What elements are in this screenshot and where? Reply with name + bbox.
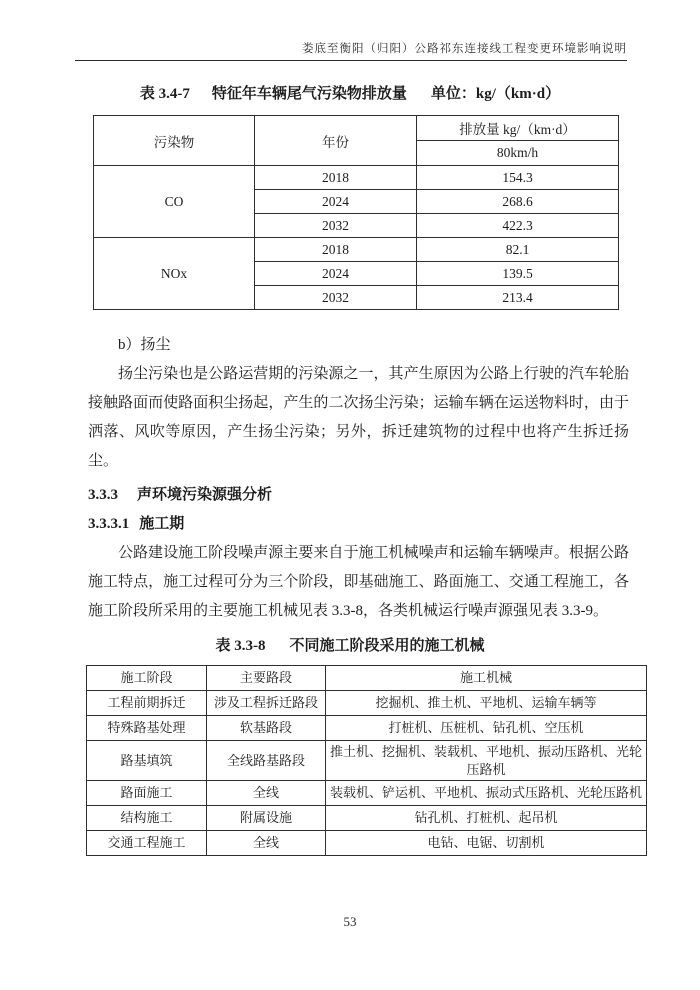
segment-header-cell: 主要路段: [207, 666, 326, 691]
page-header-title: 娄底至衡阳（归阳）公路祁东连接线工程变更环境影响说明: [302, 43, 627, 55]
machinery-table-title: [0, 636, 700, 656]
stage-header-cell: 施工阶段: [87, 666, 207, 691]
emissions-table-title: [0, 84, 700, 104]
segment-cell: 软基路段: [207, 716, 326, 741]
machinery-table-caption: 不同施工阶段采用的施工机械: [289, 638, 485, 654]
value-cell: 422.3: [417, 214, 619, 238]
year-cell: 2018: [255, 238, 417, 262]
machinery-cell: 推土机、挖掘机、装载机、平地机、振动压路机、光轮压路机: [326, 741, 647, 781]
machinery-cell: 电钻、电锯、切割机: [326, 831, 647, 856]
value-cell: 139.5: [417, 262, 619, 286]
emission-rate-header-cell: 排放量 kg/（km·d）: [417, 116, 619, 141]
pollutant-header-cell: 污染物: [94, 116, 255, 166]
value-cell: 213.4: [417, 286, 619, 310]
stage-cell: 结构施工: [87, 806, 207, 831]
section-333-title: 声环境污染源强分析: [137, 487, 273, 503]
machinery-cell: 挖掘机、推土机、平地机、运输车辆等: [326, 691, 647, 716]
section-3331-title: 施工期: [139, 516, 185, 532]
stage-cell: 特殊路基处理: [87, 716, 207, 741]
section-3331-heading: [88, 510, 629, 539]
year-header-cell: 年份: [255, 116, 417, 166]
table-row: [87, 806, 647, 831]
machinery-cell: 装载机、铲运机、平地机、振动式压路机、光轮压路机: [326, 781, 647, 806]
table-row: [87, 781, 647, 806]
stage-cell: 工程前期拆迁: [87, 691, 207, 716]
stage-cell: 交通工程施工: [87, 831, 207, 856]
dust-paragraph: 扬尘污染也是公路运营期的污染源之一，其产生原因为公路上行驶的汽车轮胎接触路面而使路面积尘扬起，产生的二次扬尘污染；运输车辆在运送物料时，由于洒落、风吹等原因，产生扬尘污染；另外，拆迁建筑物的过程中也将产生拆迁扬尘。: [88, 366, 629, 469]
year-cell: 2024: [255, 262, 417, 286]
table-row: [87, 831, 647, 856]
stage-cell: 路面施工: [87, 781, 207, 806]
segment-cell: 全线路基路段: [207, 741, 326, 781]
section-b-heading: b）扬尘: [118, 337, 171, 353]
table-row: [94, 116, 619, 141]
machinery-cell: 打桩机、压桩机、钻孔机、空压机: [326, 716, 647, 741]
segment-cell: 附属设施: [207, 806, 326, 831]
stage-cell: 路基填筑: [87, 741, 207, 781]
section-333-heading: [88, 481, 629, 510]
emissions-table-unit: 单位：kg/（km·d）: [430, 86, 561, 102]
emissions-table: [93, 115, 619, 310]
table-header-row: [87, 666, 647, 691]
year-cell: 2032: [255, 286, 417, 310]
emissions-table-caption: 特征年车辆尾气污染物排放量: [211, 86, 407, 102]
year-cell: 2032: [255, 214, 417, 238]
segment-cell: 全线: [207, 831, 326, 856]
table-row: [87, 716, 647, 741]
segment-cell: 涉及工程拆迁路段: [207, 691, 326, 716]
emissions-table-label: 表 3.4-7: [139, 86, 190, 102]
construction-machinery-table: [86, 665, 647, 856]
table-row: [87, 691, 647, 716]
machinery-header-cell: 施工机械: [326, 666, 647, 691]
pollutant-cell-co: CO: [94, 166, 255, 238]
table-row: [87, 741, 647, 781]
year-cell: 2024: [255, 190, 417, 214]
machinery-cell: 钻孔机、打桩机、起吊机: [326, 806, 647, 831]
segment-cell: 全线: [207, 781, 326, 806]
table-row: [94, 238, 619, 262]
value-cell: 268.6: [417, 190, 619, 214]
header-divider: [75, 60, 627, 61]
pollutant-cell-nox: NOx: [94, 238, 255, 310]
speed-header-cell: 80km/h: [417, 141, 619, 166]
machinery-table-label: 表 3.3-8: [215, 638, 266, 654]
value-cell: 154.3: [417, 166, 619, 190]
construction-noise-paragraph: 公路建设施工阶段噪声源主要来自于施工机械噪声和运输车辆噪声。根据公路施工特点，施工过程可分为三个阶段，即基础施工、路面施工、交通工程施工，各施工阶段所采用的主要施工机械见表 3.3-8，各类机械运行噪声源强见表 3.3-9。: [88, 545, 629, 619]
section-3331-number: 3.3.3.1: [88, 516, 130, 532]
value-cell: 82.1: [417, 238, 619, 262]
year-cell: 2018: [255, 166, 417, 190]
section-333-number: 3.3.3: [88, 487, 118, 503]
table-row: [94, 166, 619, 190]
page-number: 53: [343, 914, 357, 929]
